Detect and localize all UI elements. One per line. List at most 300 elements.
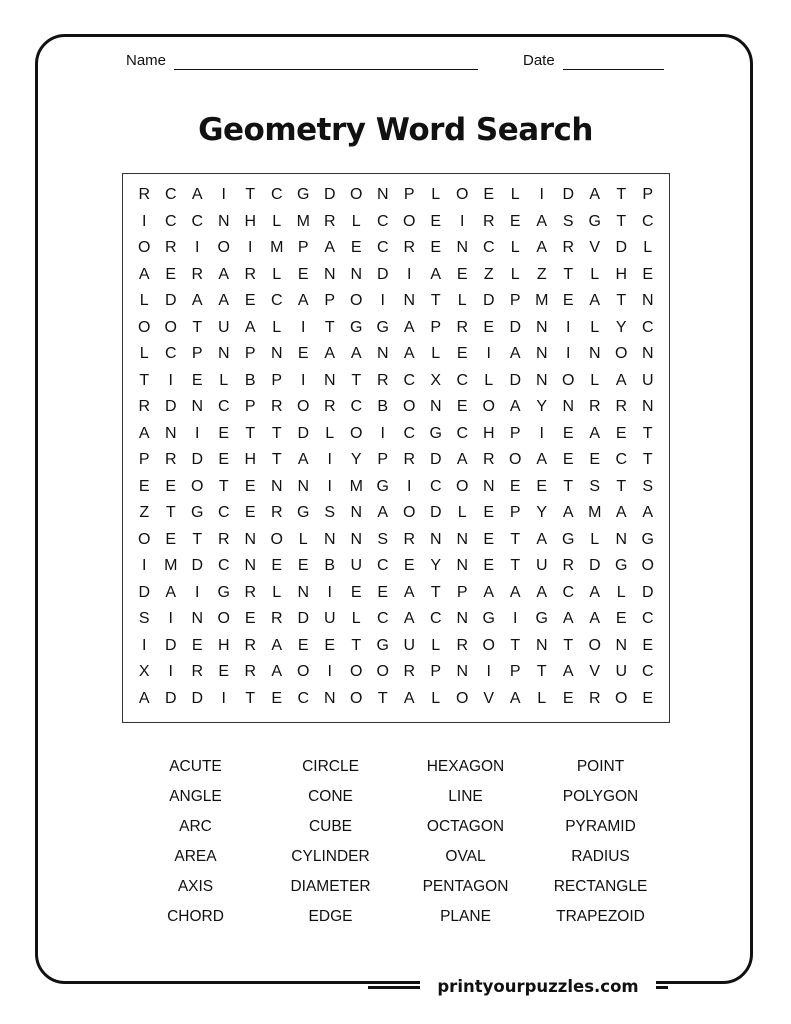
grid-letter[interactable]: I bbox=[486, 663, 491, 681]
grid-letter[interactable]: O bbox=[403, 504, 416, 522]
grid-letter[interactable]: N bbox=[244, 557, 257, 575]
grid-letter[interactable]: A bbox=[536, 451, 548, 469]
grid-letter[interactable]: E bbox=[297, 345, 309, 363]
grid-letter[interactable]: G bbox=[376, 318, 389, 336]
grid-letter[interactable]: H bbox=[244, 451, 257, 469]
grid-letter[interactable]: P bbox=[191, 345, 203, 363]
grid-letter[interactable]: E bbox=[244, 292, 256, 310]
grid-letter[interactable]: U bbox=[403, 636, 416, 654]
grid-letter[interactable]: A bbox=[297, 292, 309, 310]
grid-letter[interactable]: A bbox=[642, 504, 654, 522]
grid-letter[interactable]: P bbox=[297, 239, 309, 257]
grid-letter[interactable]: R bbox=[270, 504, 283, 522]
grid-letter[interactable]: I bbox=[486, 345, 491, 363]
grid-letter[interactable]: R bbox=[270, 610, 283, 628]
grid-letter[interactable]: E bbox=[456, 265, 468, 283]
grid-letter[interactable]: E bbox=[562, 689, 574, 707]
grid-letter[interactable]: C bbox=[164, 186, 177, 204]
grid-letter[interactable]: V bbox=[589, 663, 601, 681]
grid-letter[interactable]: A bbox=[509, 689, 521, 707]
grid-letter[interactable]: I bbox=[539, 186, 544, 204]
grid-letter[interactable]: N bbox=[641, 345, 654, 363]
grid-letter[interactable]: I bbox=[221, 186, 226, 204]
grid-letter[interactable]: Z bbox=[536, 265, 547, 283]
grid-letter[interactable]: P bbox=[244, 345, 256, 363]
grid-letter[interactable]: L bbox=[457, 292, 467, 310]
grid-letter[interactable]: A bbox=[536, 239, 548, 257]
grid-letter[interactable]: E bbox=[562, 424, 574, 442]
grid-letter[interactable]: R bbox=[615, 398, 628, 416]
grid-letter[interactable]: I bbox=[168, 610, 173, 628]
grid-letter[interactable]: U bbox=[217, 318, 230, 336]
grid-letter[interactable]: N bbox=[429, 398, 442, 416]
grid-letter[interactable]: N bbox=[535, 636, 548, 654]
grid-letter[interactable]: N bbox=[588, 345, 601, 363]
grid-letter[interactable]: A bbox=[589, 610, 601, 628]
grid-letter[interactable]: I bbox=[142, 557, 147, 575]
grid-letter[interactable]: N bbox=[641, 292, 654, 310]
grid-letter[interactable]: E bbox=[483, 530, 495, 548]
grid-letter[interactable]: O bbox=[297, 663, 310, 681]
grid-letter[interactable]: L bbox=[351, 610, 361, 628]
grid-letter[interactable]: O bbox=[297, 398, 310, 416]
grid-letter[interactable]: P bbox=[271, 371, 283, 389]
grid-letter[interactable]: L bbox=[510, 239, 520, 257]
grid-letter[interactable]: E bbox=[244, 504, 256, 522]
grid-letter[interactable]: L bbox=[590, 530, 600, 548]
grid-letter[interactable]: E bbox=[642, 636, 654, 654]
grid-letter[interactable]: O bbox=[217, 610, 230, 628]
grid-letter[interactable]: C bbox=[217, 504, 230, 522]
grid-letter[interactable]: E bbox=[377, 583, 389, 601]
grid-letter[interactable]: E bbox=[456, 398, 468, 416]
grid-letter[interactable]: S bbox=[589, 477, 601, 495]
grid-letter[interactable]: A bbox=[536, 583, 548, 601]
grid-letter[interactable]: O bbox=[482, 636, 495, 654]
grid-letter[interactable]: O bbox=[191, 477, 204, 495]
grid-letter[interactable]: U bbox=[323, 610, 336, 628]
grid-letter[interactable]: E bbox=[297, 557, 309, 575]
grid-letter[interactable]: O bbox=[138, 318, 151, 336]
grid-letter[interactable]: N bbox=[270, 345, 283, 363]
grid-letter[interactable]: N bbox=[297, 583, 310, 601]
grid-letter[interactable]: L bbox=[616, 583, 626, 601]
grid-letter[interactable]: A bbox=[456, 451, 468, 469]
grid-letter[interactable]: A bbox=[430, 265, 442, 283]
grid-letter[interactable]: D bbox=[297, 424, 310, 442]
grid-letter[interactable]: S bbox=[138, 610, 150, 628]
grid-letter[interactable]: O bbox=[588, 636, 601, 654]
grid-letter[interactable]: A bbox=[562, 504, 574, 522]
grid-letter[interactable]: E bbox=[589, 451, 601, 469]
name-line[interactable] bbox=[174, 55, 478, 70]
grid-letter[interactable]: E bbox=[403, 557, 415, 575]
grid-letter[interactable]: I bbox=[539, 424, 544, 442]
grid-letter[interactable]: I bbox=[142, 212, 147, 230]
grid-letter[interactable]: T bbox=[245, 424, 256, 442]
grid-letter[interactable]: C bbox=[217, 557, 230, 575]
grid-letter[interactable]: T bbox=[616, 292, 627, 310]
grid-letter[interactable]: I bbox=[407, 265, 412, 283]
grid-letter[interactable]: T bbox=[324, 318, 335, 336]
grid-letter[interactable]: B bbox=[324, 557, 336, 575]
grid-letter[interactable]: I bbox=[327, 451, 332, 469]
grid-letter[interactable]: V bbox=[483, 689, 495, 707]
grid-letter[interactable]: A bbox=[589, 186, 601, 204]
grid-letter[interactable]: A bbox=[324, 239, 336, 257]
grid-letter[interactable]: N bbox=[429, 530, 442, 548]
grid-letter[interactable]: R bbox=[138, 186, 151, 204]
grid-letter[interactable]: U bbox=[350, 557, 363, 575]
grid-letter[interactable]: E bbox=[191, 636, 203, 654]
grid-letter[interactable]: I bbox=[168, 663, 173, 681]
grid-letter[interactable]: E bbox=[165, 530, 177, 548]
grid-letter[interactable]: G bbox=[482, 610, 495, 628]
grid-letter[interactable]: Y bbox=[536, 398, 548, 416]
grid-letter[interactable]: A bbox=[244, 318, 256, 336]
grid-letter[interactable]: N bbox=[217, 212, 230, 230]
grid-letter[interactable]: E bbox=[191, 371, 203, 389]
grid-letter[interactable]: C bbox=[641, 212, 654, 230]
grid-letter[interactable]: D bbox=[138, 583, 151, 601]
grid-letter[interactable]: C bbox=[429, 477, 442, 495]
grid-letter[interactable]: E bbox=[218, 451, 230, 469]
grid-letter[interactable]: T bbox=[139, 371, 150, 389]
grid-letter[interactable]: L bbox=[643, 239, 653, 257]
grid-letter[interactable]: L bbox=[139, 345, 149, 363]
grid-letter[interactable]: N bbox=[403, 292, 416, 310]
date-field[interactable] bbox=[523, 52, 664, 70]
grid-letter[interactable]: E bbox=[297, 265, 309, 283]
grid-letter[interactable]: T bbox=[430, 292, 441, 310]
grid-letter[interactable]: D bbox=[588, 557, 601, 575]
grid-letter[interactable]: P bbox=[456, 583, 468, 601]
grid-letter[interactable]: R bbox=[164, 451, 177, 469]
grid-letter[interactable]: O bbox=[138, 530, 151, 548]
grid-letter[interactable]: T bbox=[430, 583, 441, 601]
grid-letter[interactable]: N bbox=[482, 477, 495, 495]
grid-letter[interactable]: D bbox=[164, 292, 177, 310]
grid-letter[interactable]: T bbox=[536, 663, 547, 681]
grid-letter[interactable]: C bbox=[270, 186, 283, 204]
grid-letter[interactable]: A bbox=[536, 530, 548, 548]
grid-letter[interactable]: A bbox=[562, 663, 574, 681]
grid-letter[interactable]: I bbox=[327, 663, 332, 681]
grid-letter[interactable]: T bbox=[510, 636, 521, 654]
grid-letter[interactable]: A bbox=[403, 318, 415, 336]
grid-letter[interactable]: D bbox=[482, 292, 495, 310]
grid-letter[interactable]: B bbox=[377, 398, 389, 416]
grid-letter[interactable]: I bbox=[566, 345, 571, 363]
grid-letter[interactable]: L bbox=[537, 689, 547, 707]
grid-letter[interactable]: E bbox=[562, 292, 574, 310]
grid-letter[interactable]: I bbox=[195, 583, 200, 601]
grid-letter[interactable]: L bbox=[590, 318, 600, 336]
grid-letter[interactable]: L bbox=[272, 318, 282, 336]
grid-letter[interactable]: T bbox=[245, 689, 256, 707]
grid-letter[interactable]: A bbox=[191, 292, 203, 310]
grid-letter[interactable]: L bbox=[272, 265, 282, 283]
grid-letter[interactable]: E bbox=[297, 636, 309, 654]
grid-letter[interactable]: T bbox=[563, 265, 574, 283]
grid-letter[interactable]: R bbox=[482, 212, 495, 230]
grid-letter[interactable]: T bbox=[510, 530, 521, 548]
grid-letter[interactable]: O bbox=[482, 398, 495, 416]
grid-letter[interactable]: T bbox=[351, 636, 362, 654]
grid-letter[interactable]: L bbox=[510, 186, 520, 204]
grid-letter[interactable]: E bbox=[615, 610, 627, 628]
grid-letter[interactable]: R bbox=[164, 239, 177, 257]
grid-letter[interactable]: A bbox=[297, 451, 309, 469]
grid-letter[interactable]: C bbox=[456, 371, 469, 389]
grid-letter[interactable]: R bbox=[244, 583, 257, 601]
grid-letter[interactable]: I bbox=[142, 636, 147, 654]
grid-letter[interactable]: A bbox=[138, 424, 150, 442]
grid-letter[interactable]: A bbox=[218, 292, 230, 310]
grid-letter[interactable]: N bbox=[323, 689, 336, 707]
grid-letter[interactable]: M bbox=[588, 504, 602, 522]
grid-letter[interactable]: R bbox=[562, 557, 575, 575]
grid-letter[interactable]: C bbox=[376, 239, 389, 257]
grid-letter[interactable]: I bbox=[327, 477, 332, 495]
grid-letter[interactable]: D bbox=[429, 451, 442, 469]
grid-letter[interactable]: E bbox=[324, 636, 336, 654]
grid-letter[interactable]: R bbox=[456, 318, 469, 336]
grid-letter[interactable]: G bbox=[376, 636, 389, 654]
grid-letter[interactable]: O bbox=[350, 663, 363, 681]
grid-letter[interactable]: D bbox=[323, 186, 336, 204]
grid-letter[interactable]: N bbox=[535, 371, 548, 389]
grid-letter[interactable]: A bbox=[165, 583, 177, 601]
grid-letter[interactable]: L bbox=[272, 583, 282, 601]
grid-letter[interactable]: E bbox=[562, 451, 574, 469]
grid-letter[interactable]: G bbox=[350, 318, 363, 336]
grid-letter[interactable]: N bbox=[376, 345, 389, 363]
grid-letter[interactable]: O bbox=[350, 292, 363, 310]
grid-letter[interactable]: I bbox=[195, 424, 200, 442]
grid-letter[interactable]: C bbox=[217, 398, 230, 416]
grid-letter[interactable]: A bbox=[377, 504, 389, 522]
grid-letter[interactable]: L bbox=[590, 265, 600, 283]
grid-letter[interactable]: E bbox=[218, 663, 230, 681]
grid-letter[interactable]: M bbox=[164, 557, 178, 575]
grid-letter[interactable]: I bbox=[407, 477, 412, 495]
grid-letter[interactable]: L bbox=[431, 345, 441, 363]
grid-letter[interactable]: N bbox=[191, 398, 204, 416]
grid-letter[interactable]: I bbox=[221, 689, 226, 707]
grid-letter[interactable]: T bbox=[510, 557, 521, 575]
grid-letter[interactable]: A bbox=[536, 212, 548, 230]
grid-letter[interactable]: N bbox=[615, 530, 628, 548]
grid-letter[interactable]: A bbox=[271, 636, 283, 654]
grid-letter[interactable]: O bbox=[562, 371, 575, 389]
grid-letter[interactable]: E bbox=[244, 610, 256, 628]
grid-letter[interactable]: P bbox=[377, 451, 389, 469]
grid-letter[interactable]: N bbox=[244, 530, 257, 548]
grid-letter[interactable]: G bbox=[641, 530, 654, 548]
grid-letter[interactable]: N bbox=[456, 610, 469, 628]
grid-letter[interactable]: H bbox=[217, 636, 230, 654]
grid-letter[interactable]: L bbox=[139, 292, 149, 310]
grid-letter[interactable]: E bbox=[456, 345, 468, 363]
grid-letter[interactable]: C bbox=[641, 610, 654, 628]
grid-letter[interactable]: R bbox=[323, 212, 336, 230]
grid-letter[interactable]: N bbox=[456, 663, 469, 681]
grid-letter[interactable]: P bbox=[430, 663, 442, 681]
grid-letter[interactable]: O bbox=[456, 689, 469, 707]
grid-letter[interactable]: O bbox=[376, 663, 389, 681]
grid-letter[interactable]: M bbox=[349, 477, 363, 495]
footer-site-link[interactable]: printyourpuzzles.com bbox=[437, 977, 639, 996]
grid-letter[interactable]: A bbox=[589, 424, 601, 442]
grid-letter[interactable]: O bbox=[403, 398, 416, 416]
grid-letter[interactable]: O bbox=[615, 689, 628, 707]
grid-letter[interactable]: R bbox=[323, 398, 336, 416]
grid-letter[interactable]: O bbox=[164, 318, 177, 336]
grid-letter[interactable]: X bbox=[138, 663, 150, 681]
grid-letter[interactable]: R bbox=[588, 398, 601, 416]
grid-letter[interactable]: E bbox=[483, 186, 495, 204]
grid-letter[interactable]: R bbox=[191, 265, 204, 283]
grid-letter[interactable]: C bbox=[562, 583, 575, 601]
grid-letter[interactable]: R bbox=[456, 636, 469, 654]
grid-letter[interactable]: O bbox=[350, 424, 363, 442]
grid-letter[interactable]: H bbox=[244, 212, 257, 230]
grid-letter[interactable]: O bbox=[456, 186, 469, 204]
grid-letter[interactable]: O bbox=[270, 530, 283, 548]
grid-letter[interactable]: N bbox=[456, 239, 469, 257]
grid-letter[interactable]: C bbox=[403, 371, 416, 389]
grid-letter[interactable]: C bbox=[429, 610, 442, 628]
grid-letter[interactable]: G bbox=[297, 504, 310, 522]
grid-letter[interactable]: P bbox=[509, 292, 521, 310]
grid-letter[interactable]: O bbox=[350, 689, 363, 707]
grid-letter[interactable]: E bbox=[138, 477, 150, 495]
grid-letter[interactable]: G bbox=[191, 504, 204, 522]
grid-letter[interactable]: L bbox=[510, 265, 520, 283]
grid-letter[interactable]: D bbox=[509, 318, 522, 336]
grid-letter[interactable]: N bbox=[164, 424, 177, 442]
grid-letter[interactable]: T bbox=[165, 504, 176, 522]
grid-letter[interactable]: E bbox=[165, 265, 177, 283]
grid-letter[interactable]: T bbox=[351, 371, 362, 389]
grid-letter[interactable]: Y bbox=[615, 318, 627, 336]
grid-letter[interactable]: L bbox=[272, 212, 282, 230]
grid-letter[interactable]: N bbox=[323, 371, 336, 389]
grid-letter[interactable]: E bbox=[430, 212, 442, 230]
grid-letter[interactable]: G bbox=[535, 610, 548, 628]
grid-letter[interactable]: D bbox=[429, 504, 442, 522]
grid-letter[interactable]: T bbox=[642, 451, 653, 469]
grid-letter[interactable]: O bbox=[403, 212, 416, 230]
grid-letter[interactable]: P bbox=[324, 292, 336, 310]
grid-letter[interactable]: G bbox=[562, 530, 575, 548]
grid-letter[interactable]: R bbox=[562, 239, 575, 257]
grid-letter[interactable]: A bbox=[483, 583, 495, 601]
grid-letter[interactable]: R bbox=[588, 689, 601, 707]
grid-letter[interactable]: C bbox=[376, 212, 389, 230]
grid-letter[interactable]: V bbox=[589, 239, 601, 257]
grid-letter[interactable]: N bbox=[323, 265, 336, 283]
grid-letter[interactable]: E bbox=[271, 689, 283, 707]
grid-letter[interactable]: N bbox=[350, 265, 363, 283]
grid-letter[interactable]: R bbox=[244, 636, 257, 654]
grid-letter[interactable]: R bbox=[403, 530, 416, 548]
grid-letter[interactable]: S bbox=[324, 504, 336, 522]
grid-letter[interactable]: I bbox=[168, 371, 173, 389]
grid-letter[interactable]: A bbox=[589, 583, 601, 601]
grid-letter[interactable]: I bbox=[513, 610, 518, 628]
grid-letter[interactable]: T bbox=[563, 477, 574, 495]
grid-letter[interactable]: C bbox=[615, 451, 628, 469]
grid-letter[interactable]: A bbox=[403, 345, 415, 363]
grid-letter[interactable]: A bbox=[615, 504, 627, 522]
grid-letter[interactable]: T bbox=[616, 186, 627, 204]
grid-letter[interactable]: N bbox=[376, 186, 389, 204]
grid-letter[interactable]: N bbox=[456, 530, 469, 548]
grid-letter[interactable]: T bbox=[616, 212, 627, 230]
grid-letter[interactable]: T bbox=[192, 318, 203, 336]
grid-letter[interactable]: L bbox=[298, 530, 308, 548]
grid-letter[interactable]: R bbox=[376, 371, 389, 389]
grid-letter[interactable]: A bbox=[138, 689, 150, 707]
grid-letter[interactable]: O bbox=[456, 477, 469, 495]
grid-letter[interactable]: T bbox=[271, 424, 282, 442]
grid-letter[interactable]: G bbox=[376, 477, 389, 495]
grid-letter[interactable]: C bbox=[164, 345, 177, 363]
grid-letter[interactable]: L bbox=[431, 636, 441, 654]
grid-letter[interactable]: M bbox=[270, 239, 284, 257]
grid-letter[interactable]: N bbox=[456, 557, 469, 575]
grid-letter[interactable]: N bbox=[350, 504, 363, 522]
grid-letter[interactable]: D bbox=[562, 186, 575, 204]
grid-letter[interactable]: D bbox=[164, 636, 177, 654]
grid-letter[interactable]: H bbox=[615, 265, 628, 283]
grid-letter[interactable]: E bbox=[165, 477, 177, 495]
grid-letter[interactable]: T bbox=[271, 451, 282, 469]
grid-letter[interactable]: X bbox=[430, 371, 442, 389]
grid-letter[interactable]: R bbox=[403, 239, 416, 257]
grid-letter[interactable]: E bbox=[483, 557, 495, 575]
date-line[interactable] bbox=[563, 55, 664, 70]
grid-letter[interactable]: H bbox=[482, 424, 495, 442]
grid-letter[interactable]: D bbox=[297, 610, 310, 628]
grid-letter[interactable]: Y bbox=[430, 557, 442, 575]
grid-letter[interactable]: R bbox=[217, 530, 230, 548]
grid-letter[interactable]: G bbox=[429, 424, 442, 442]
grid-letter[interactable]: R bbox=[482, 451, 495, 469]
grid-letter[interactable]: C bbox=[456, 424, 469, 442]
grid-letter[interactable]: E bbox=[642, 265, 654, 283]
grid-letter[interactable]: A bbox=[509, 583, 521, 601]
grid-letter[interactable]: I bbox=[195, 239, 200, 257]
grid-letter[interactable]: I bbox=[380, 292, 385, 310]
grid-letter[interactable]: U bbox=[641, 371, 654, 389]
grid-letter[interactable]: A bbox=[403, 610, 415, 628]
grid-letter[interactable]: N bbox=[641, 398, 654, 416]
grid-letter[interactable]: I bbox=[380, 424, 385, 442]
grid-letter[interactable]: N bbox=[191, 610, 204, 628]
grid-letter[interactable]: A bbox=[271, 663, 283, 681]
grid-letter[interactable]: P bbox=[138, 451, 150, 469]
grid-letter[interactable]: D bbox=[641, 583, 654, 601]
grid-letter[interactable]: L bbox=[219, 371, 229, 389]
grid-letter[interactable]: R bbox=[270, 398, 283, 416]
grid-letter[interactable]: I bbox=[248, 239, 253, 257]
grid-letter[interactable]: I bbox=[301, 318, 306, 336]
grid-letter[interactable]: R bbox=[244, 663, 257, 681]
grid-letter[interactable]: D bbox=[509, 371, 522, 389]
